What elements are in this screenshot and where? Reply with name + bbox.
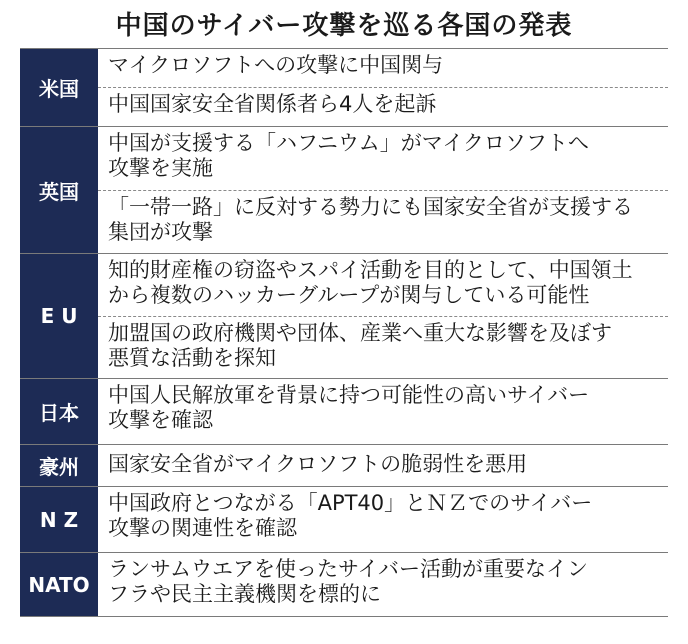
statement-list bbox=[98, 254, 668, 378]
statement-line: 攻撃を確認 bbox=[108, 408, 213, 432]
statement bbox=[98, 553, 668, 616]
page-title: 中国のサイバー攻撃を巡る各国の発表 bbox=[115, 11, 573, 41]
statement-line: ランサムウエアを使ったサイバー活動が重要なイン bbox=[108, 557, 589, 581]
country-row-nz bbox=[20, 487, 668, 553]
country-row-eu bbox=[20, 254, 668, 379]
statement-line: 知的財産権の窃盗やスパイ活動を目的として、中国領土 bbox=[108, 258, 633, 282]
country-row-australia bbox=[20, 445, 668, 487]
statement-line: 攻撃の関連性を確認 bbox=[108, 516, 297, 540]
statement-line: 中国国家安全省関係者ら4人を起訴 bbox=[108, 91, 437, 116]
statement-line: 中国が支援する「ハフニウム」がマイクロソフトへ bbox=[108, 131, 589, 155]
statement-list bbox=[98, 49, 668, 126]
country-row-us bbox=[20, 49, 668, 127]
statement-list bbox=[98, 487, 668, 552]
statement-line: 加盟国の政府機関や団体、産業へ重大な影響を及ぼす bbox=[108, 320, 612, 345]
statement-line: フラや民主主義機関を標的に bbox=[108, 582, 381, 606]
statement bbox=[98, 87, 668, 127]
statement bbox=[98, 254, 668, 316]
country-label: E U bbox=[20, 254, 98, 378]
country-row-nato bbox=[20, 553, 668, 617]
statement-list bbox=[98, 445, 668, 486]
statement-line: 集団が攻撃 bbox=[108, 220, 213, 245]
statement bbox=[98, 49, 668, 87]
country-label: 米国 bbox=[20, 49, 98, 126]
statement-line: マイクロソフトへの攻撃に中国関与 bbox=[108, 53, 444, 77]
statement-line: 中国政府とつながる「APT40」とＮＺでのサイバー bbox=[108, 491, 593, 515]
country-label: 日本 bbox=[20, 379, 98, 444]
statement bbox=[98, 379, 668, 444]
statement-line: から複数のハッカーグループが関与している可能性 bbox=[108, 283, 590, 307]
statement-line: 攻撃を実施 bbox=[108, 156, 213, 180]
statement bbox=[98, 127, 668, 190]
statement-list bbox=[98, 127, 668, 253]
country-label: N Z bbox=[20, 487, 98, 552]
statement-line: 国家安全省がマイクロソフトの脆弱性を悪用 bbox=[108, 452, 528, 476]
country-label: NATO bbox=[20, 553, 98, 616]
country-label: 英国 bbox=[20, 127, 98, 253]
statement-line: 「一帯一路」に反対する勢力にも国家安全省が支援する bbox=[108, 195, 633, 220]
country-row-uk bbox=[20, 127, 668, 254]
statement-list bbox=[98, 553, 668, 616]
country-label: 豪州 bbox=[20, 445, 98, 486]
statement bbox=[98, 445, 668, 486]
country-row-japan bbox=[20, 379, 668, 445]
statement-line: 悪質な活動を探知 bbox=[108, 345, 276, 370]
statement-list bbox=[98, 379, 668, 444]
statement bbox=[98, 487, 668, 552]
statement bbox=[98, 190, 668, 253]
statement-line: 中国人民解放軍を背景に持つ可能性の高いサイバー bbox=[108, 383, 590, 407]
announcements-table bbox=[20, 48, 668, 617]
statement bbox=[98, 316, 668, 379]
